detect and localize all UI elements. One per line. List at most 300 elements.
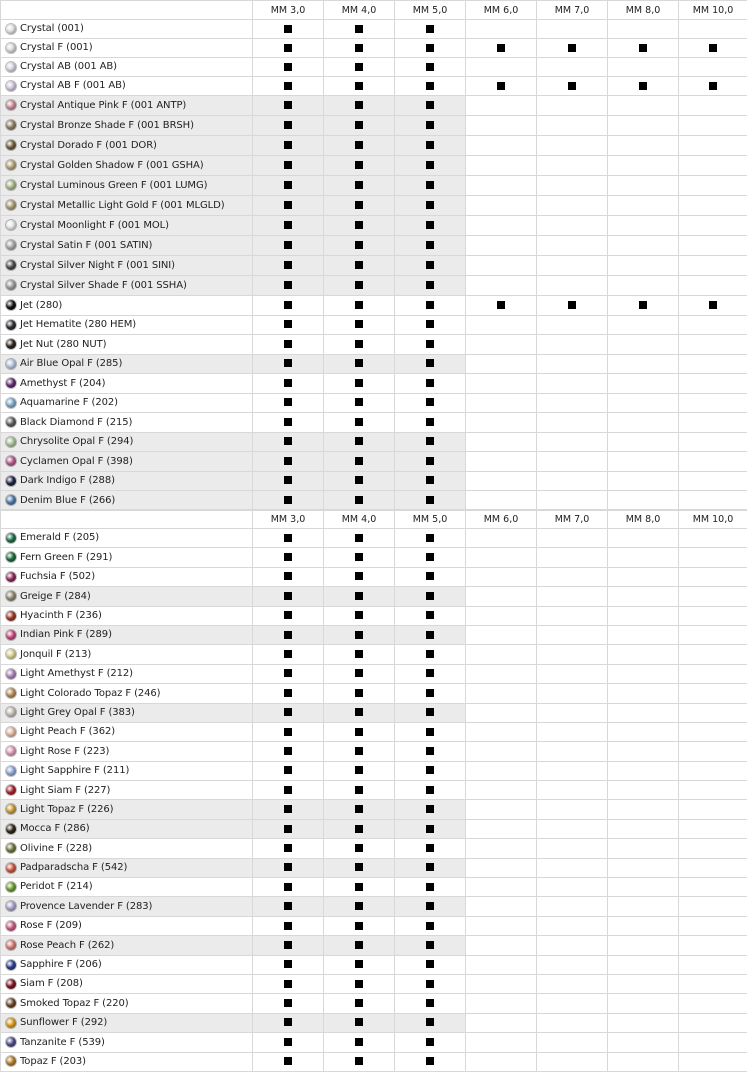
available-marker-icon (355, 437, 363, 445)
availability-cell (608, 742, 679, 761)
availability-cell (395, 20, 466, 39)
crystal-name: Siam F (208) (20, 978, 83, 990)
availability-cell (466, 315, 537, 335)
availability-cell (324, 839, 395, 858)
available-marker-icon (284, 825, 292, 833)
crystal-name: Amethyst F (204) (20, 377, 106, 389)
availability-cell (466, 236, 537, 256)
size-header: MM 8,0 (608, 510, 679, 529)
availability-cell (537, 77, 608, 96)
availability-cell (608, 452, 679, 472)
availability-cell (537, 491, 608, 511)
crystal-name: Air Blue Opal F (285) (20, 358, 123, 369)
color-swatch-icon (6, 940, 16, 950)
availability-cell (537, 1052, 608, 1071)
available-marker-icon (284, 181, 292, 189)
availability-cell (253, 136, 324, 156)
crystal-name: Crystal Silver Shade F (001 SSHA) (20, 279, 187, 291)
availability-cell (466, 335, 537, 355)
availability-cell (679, 858, 747, 877)
crystal-row (1, 176, 747, 196)
crystal-name-cell (1, 276, 253, 296)
crystal-row (1, 136, 747, 156)
availability-cell (608, 664, 679, 683)
crystal-row (1, 256, 747, 276)
color-swatch-icon (6, 649, 16, 659)
availability-cell (537, 1013, 608, 1032)
available-marker-icon (284, 941, 292, 949)
availability-cell (324, 567, 395, 586)
availability-cell (466, 20, 537, 39)
available-marker-icon (426, 101, 434, 109)
availability-cell (679, 335, 747, 355)
availability-cell (679, 116, 747, 136)
size-header: MM 7,0 (537, 1, 608, 20)
availability-cell (466, 216, 537, 236)
availability-cell (253, 393, 324, 413)
availability-cell (466, 452, 537, 472)
availability-cell (395, 878, 466, 897)
available-marker-icon (284, 496, 292, 504)
availability-cell (537, 276, 608, 296)
availability-cell (679, 897, 747, 916)
crystal-name-cell (1, 567, 253, 586)
availability-cell (537, 974, 608, 993)
available-marker-icon (426, 418, 434, 426)
color-swatch-icon (6, 688, 16, 698)
availability-cell (395, 156, 466, 176)
available-marker-icon (355, 902, 363, 910)
color-swatch-icon (6, 240, 16, 250)
availability-cell (324, 276, 395, 296)
crystal-row (1, 916, 747, 935)
size-header-row (1, 510, 747, 529)
availability-cell (253, 567, 324, 586)
availability-cell (395, 839, 466, 858)
availability-cell (324, 176, 395, 196)
availability-cell (466, 256, 537, 276)
availability-cell (466, 800, 537, 819)
availability-cell (608, 374, 679, 394)
availability-cell (395, 703, 466, 722)
availability-cell (537, 196, 608, 216)
availability-cell (466, 587, 537, 606)
availability-cell (466, 684, 537, 703)
availability-cell (324, 800, 395, 819)
availability-cell (324, 606, 395, 625)
availability-cell (679, 878, 747, 897)
color-swatch-icon (6, 785, 16, 795)
availability-cell (253, 58, 324, 77)
available-marker-icon (284, 844, 292, 852)
availability-cell (395, 567, 466, 586)
crystal-name-cell (1, 116, 253, 136)
crystal-name: Crystal Moonlight F (001 MOL) (20, 219, 169, 231)
available-marker-icon (497, 44, 505, 52)
crystal-name: Jonquil F (213) (20, 648, 92, 660)
available-marker-icon (426, 221, 434, 229)
crystal-row (1, 315, 747, 335)
crystal-row (1, 58, 747, 77)
available-marker-icon (284, 201, 292, 209)
availability-cell (537, 374, 608, 394)
availability-table-1 (0, 0, 747, 511)
availability-cell (608, 839, 679, 858)
availability-cell (324, 354, 395, 374)
availability-cell (395, 916, 466, 935)
crystal-row (1, 156, 747, 176)
available-marker-icon (355, 25, 363, 33)
availability-cell (395, 625, 466, 644)
available-marker-icon (284, 63, 292, 71)
available-marker-icon (426, 534, 434, 542)
crystal-name: Rose F (209) (20, 920, 82, 932)
availability-cell (395, 452, 466, 472)
crystal-name: Crystal Satin F (001 SATIN) (20, 239, 153, 251)
available-marker-icon (355, 960, 363, 968)
availability-cell (395, 276, 466, 296)
crystal-name-cell (1, 216, 253, 236)
available-marker-icon (284, 980, 292, 988)
availability-cell (679, 955, 747, 974)
crystal-name-cell (1, 684, 253, 703)
availability-cell (608, 684, 679, 703)
availability-cell (395, 96, 466, 116)
availability-cell (679, 471, 747, 491)
available-marker-icon (355, 534, 363, 542)
availability-cell (466, 819, 537, 838)
availability-cell (679, 432, 747, 452)
crystal-row (1, 858, 747, 877)
available-marker-icon (284, 999, 292, 1007)
available-marker-icon (426, 181, 434, 189)
color-swatch-icon (6, 630, 16, 640)
availability-cell (466, 432, 537, 452)
availability-cell (679, 156, 747, 176)
availability-cell (608, 471, 679, 491)
availability-cell (466, 39, 537, 58)
available-marker-icon (568, 301, 576, 309)
crystal-name: Provence Lavender F (283) (20, 900, 153, 912)
availability-cell (466, 77, 537, 96)
available-marker-icon (284, 320, 292, 328)
availability-cell (253, 548, 324, 567)
availability-cell (324, 994, 395, 1013)
availability-cell (324, 974, 395, 993)
availability-cell (537, 256, 608, 276)
available-marker-icon (284, 101, 292, 109)
crystal-name-cell (1, 761, 253, 780)
crystal-row (1, 974, 747, 993)
available-marker-icon (355, 592, 363, 600)
available-marker-icon (284, 1057, 292, 1065)
availability-cell (253, 236, 324, 256)
availability-cell (679, 916, 747, 935)
available-marker-icon (355, 825, 363, 833)
availability-cell (466, 393, 537, 413)
crystal-name-cell (1, 96, 253, 116)
availability-cell (608, 96, 679, 116)
crystal-row (1, 819, 747, 838)
availability-cell (253, 684, 324, 703)
availability-cell (253, 335, 324, 355)
availability-cell (466, 703, 537, 722)
availability-cell (466, 354, 537, 374)
color-swatch-icon (6, 979, 16, 989)
availability-cell (466, 606, 537, 625)
crystal-row (1, 374, 747, 394)
availability-cell (679, 819, 747, 838)
available-marker-icon (355, 805, 363, 813)
crystal-row (1, 684, 747, 703)
color-swatch-icon (6, 320, 16, 330)
crystal-name: Fern Green F (291) (20, 551, 113, 563)
color-swatch-icon (6, 572, 16, 582)
color-swatch-icon (6, 200, 16, 210)
availability-cell (537, 315, 608, 335)
available-marker-icon (284, 766, 292, 774)
available-marker-icon (426, 301, 434, 309)
availability-cell (324, 374, 395, 394)
color-swatch-icon (6, 160, 16, 170)
crystal-row (1, 936, 747, 955)
availability-cell (608, 354, 679, 374)
availability-cell (395, 335, 466, 355)
available-marker-icon (355, 379, 363, 387)
availability-cell (253, 703, 324, 722)
crystal-row (1, 781, 747, 800)
availability-cell (679, 39, 747, 58)
available-marker-icon (355, 1057, 363, 1065)
availability-cell (608, 276, 679, 296)
available-marker-icon (568, 82, 576, 90)
availability-cell (395, 176, 466, 196)
availability-cell (466, 471, 537, 491)
availability-cell (679, 315, 747, 335)
availability-cell (679, 77, 747, 96)
availability-cell (324, 936, 395, 955)
available-marker-icon (284, 398, 292, 406)
availability-cell (324, 761, 395, 780)
availability-cell (324, 413, 395, 433)
crystal-name-cell (1, 587, 253, 606)
available-marker-icon (709, 44, 717, 52)
availability-cell (395, 39, 466, 58)
availability-cell (324, 664, 395, 683)
availability-cell (608, 20, 679, 39)
crystal-row (1, 878, 747, 897)
crystal-row (1, 276, 747, 296)
crystal-row (1, 96, 747, 116)
color-swatch-icon (6, 921, 16, 931)
availability-cell (608, 1013, 679, 1032)
availability-cell (395, 974, 466, 993)
availability-cell (395, 471, 466, 491)
available-marker-icon (355, 320, 363, 328)
crystal-row (1, 1033, 747, 1052)
availability-cell (679, 761, 747, 780)
availability-cell (253, 858, 324, 877)
crystal-name-cell (1, 77, 253, 96)
availability-cell (608, 897, 679, 916)
crystal-name-cell (1, 839, 253, 858)
crystal-name-cell (1, 645, 253, 664)
available-marker-icon (355, 398, 363, 406)
available-marker-icon (639, 301, 647, 309)
crystal-name: Light Amethyst F (212) (20, 668, 133, 680)
availability-cell (679, 354, 747, 374)
size-header: MM 5,0 (395, 510, 466, 529)
availability-cell (608, 432, 679, 452)
availability-cell (466, 58, 537, 77)
availability-cell (395, 296, 466, 316)
crystal-name: Fuchsia F (502) (20, 571, 95, 583)
crystal-row (1, 20, 747, 39)
crystal-row (1, 413, 747, 433)
color-swatch-icon (6, 140, 16, 150)
crystal-name-cell (1, 781, 253, 800)
crystal-name: Light Peach F (362) (20, 726, 116, 738)
availability-cell (324, 897, 395, 916)
availability-cell (608, 1052, 679, 1071)
availability-cell (679, 800, 747, 819)
crystal-name-cell (1, 722, 253, 741)
available-marker-icon (284, 418, 292, 426)
availability-cell (253, 645, 324, 664)
availability-cell (395, 761, 466, 780)
availability-cell (324, 256, 395, 276)
available-marker-icon (284, 1018, 292, 1026)
availability-cell (395, 606, 466, 625)
available-marker-icon (426, 44, 434, 52)
availability-cell (537, 645, 608, 664)
crystal-row (1, 839, 747, 858)
available-marker-icon (284, 650, 292, 658)
availability-cell (324, 916, 395, 935)
availability-cell (466, 974, 537, 993)
crystal-name: Sunflower F (292) (20, 1017, 108, 1029)
available-marker-icon (284, 379, 292, 387)
crystal-row (1, 196, 747, 216)
availability-cell (466, 1033, 537, 1052)
available-marker-icon (355, 201, 363, 209)
color-swatch-icon (6, 552, 16, 562)
availability-cell (466, 916, 537, 935)
availability-cell (466, 567, 537, 586)
crystal-row (1, 116, 747, 136)
availability-cell (537, 781, 608, 800)
availability-cell (324, 432, 395, 452)
available-marker-icon (355, 766, 363, 774)
availability-cell (679, 393, 747, 413)
availability-cell (253, 587, 324, 606)
availability-cell (679, 296, 747, 316)
availability-cell (608, 974, 679, 993)
availability-cell (679, 703, 747, 722)
availability-cell (679, 96, 747, 116)
color-swatch-icon (6, 437, 16, 447)
availability-cell (395, 548, 466, 567)
availability-cell (679, 606, 747, 625)
color-swatch-icon (6, 824, 16, 834)
available-marker-icon (355, 631, 363, 639)
availability-cell (253, 761, 324, 780)
availability-cell (537, 703, 608, 722)
crystal-name-cell (1, 974, 253, 993)
available-marker-icon (709, 82, 717, 90)
availability-cell (537, 606, 608, 625)
availability-cell (253, 354, 324, 374)
available-marker-icon (426, 786, 434, 794)
availability-cell (537, 858, 608, 877)
availability-cell (537, 413, 608, 433)
available-marker-icon (426, 960, 434, 968)
available-marker-icon (355, 922, 363, 930)
crystal-name: Aquamarine F (202) (20, 397, 118, 408)
crystal-name-cell (1, 58, 253, 77)
color-swatch-icon (6, 120, 16, 130)
availability-cell (537, 722, 608, 741)
available-marker-icon (426, 611, 434, 619)
available-marker-icon (426, 669, 434, 677)
color-swatch-icon (6, 378, 16, 388)
available-marker-icon (426, 1018, 434, 1026)
available-marker-icon (355, 161, 363, 169)
available-marker-icon (426, 553, 434, 561)
available-marker-icon (426, 902, 434, 910)
availability-cell (253, 974, 324, 993)
availability-cell (537, 684, 608, 703)
crystal-row (1, 236, 747, 256)
crystal-row (1, 529, 747, 548)
availability-cell (466, 781, 537, 800)
availability-cell (324, 878, 395, 897)
availability-cell (679, 413, 747, 433)
color-swatch-icon (6, 300, 16, 310)
available-marker-icon (355, 101, 363, 109)
available-marker-icon (497, 82, 505, 90)
available-marker-icon (355, 476, 363, 484)
crystal-name: Light Topaz F (226) (20, 803, 114, 815)
available-marker-icon (426, 689, 434, 697)
available-marker-icon (355, 883, 363, 891)
availability-cell (608, 936, 679, 955)
available-marker-icon (355, 63, 363, 71)
availability-cell (679, 196, 747, 216)
availability-cell (608, 315, 679, 335)
availability-cell (253, 722, 324, 741)
availability-cell (395, 58, 466, 77)
color-swatch-icon (6, 260, 16, 270)
available-marker-icon (284, 689, 292, 697)
crystal-row (1, 39, 747, 58)
availability-cell (324, 236, 395, 256)
available-marker-icon (426, 825, 434, 833)
crystal-row (1, 393, 747, 413)
availability-cell (324, 529, 395, 548)
availability-cell (253, 529, 324, 548)
crystal-row (1, 548, 747, 567)
availability-cell (324, 393, 395, 413)
crystal-name-cell (1, 1052, 253, 1071)
crystal-name: Jet Hematite (280 HEM) (20, 319, 137, 330)
availability-cell (466, 548, 537, 567)
available-marker-icon (355, 572, 363, 580)
availability-cell (466, 936, 537, 955)
availability-cell (253, 39, 324, 58)
availability-cell (608, 587, 679, 606)
crystal-name-cell (1, 548, 253, 567)
